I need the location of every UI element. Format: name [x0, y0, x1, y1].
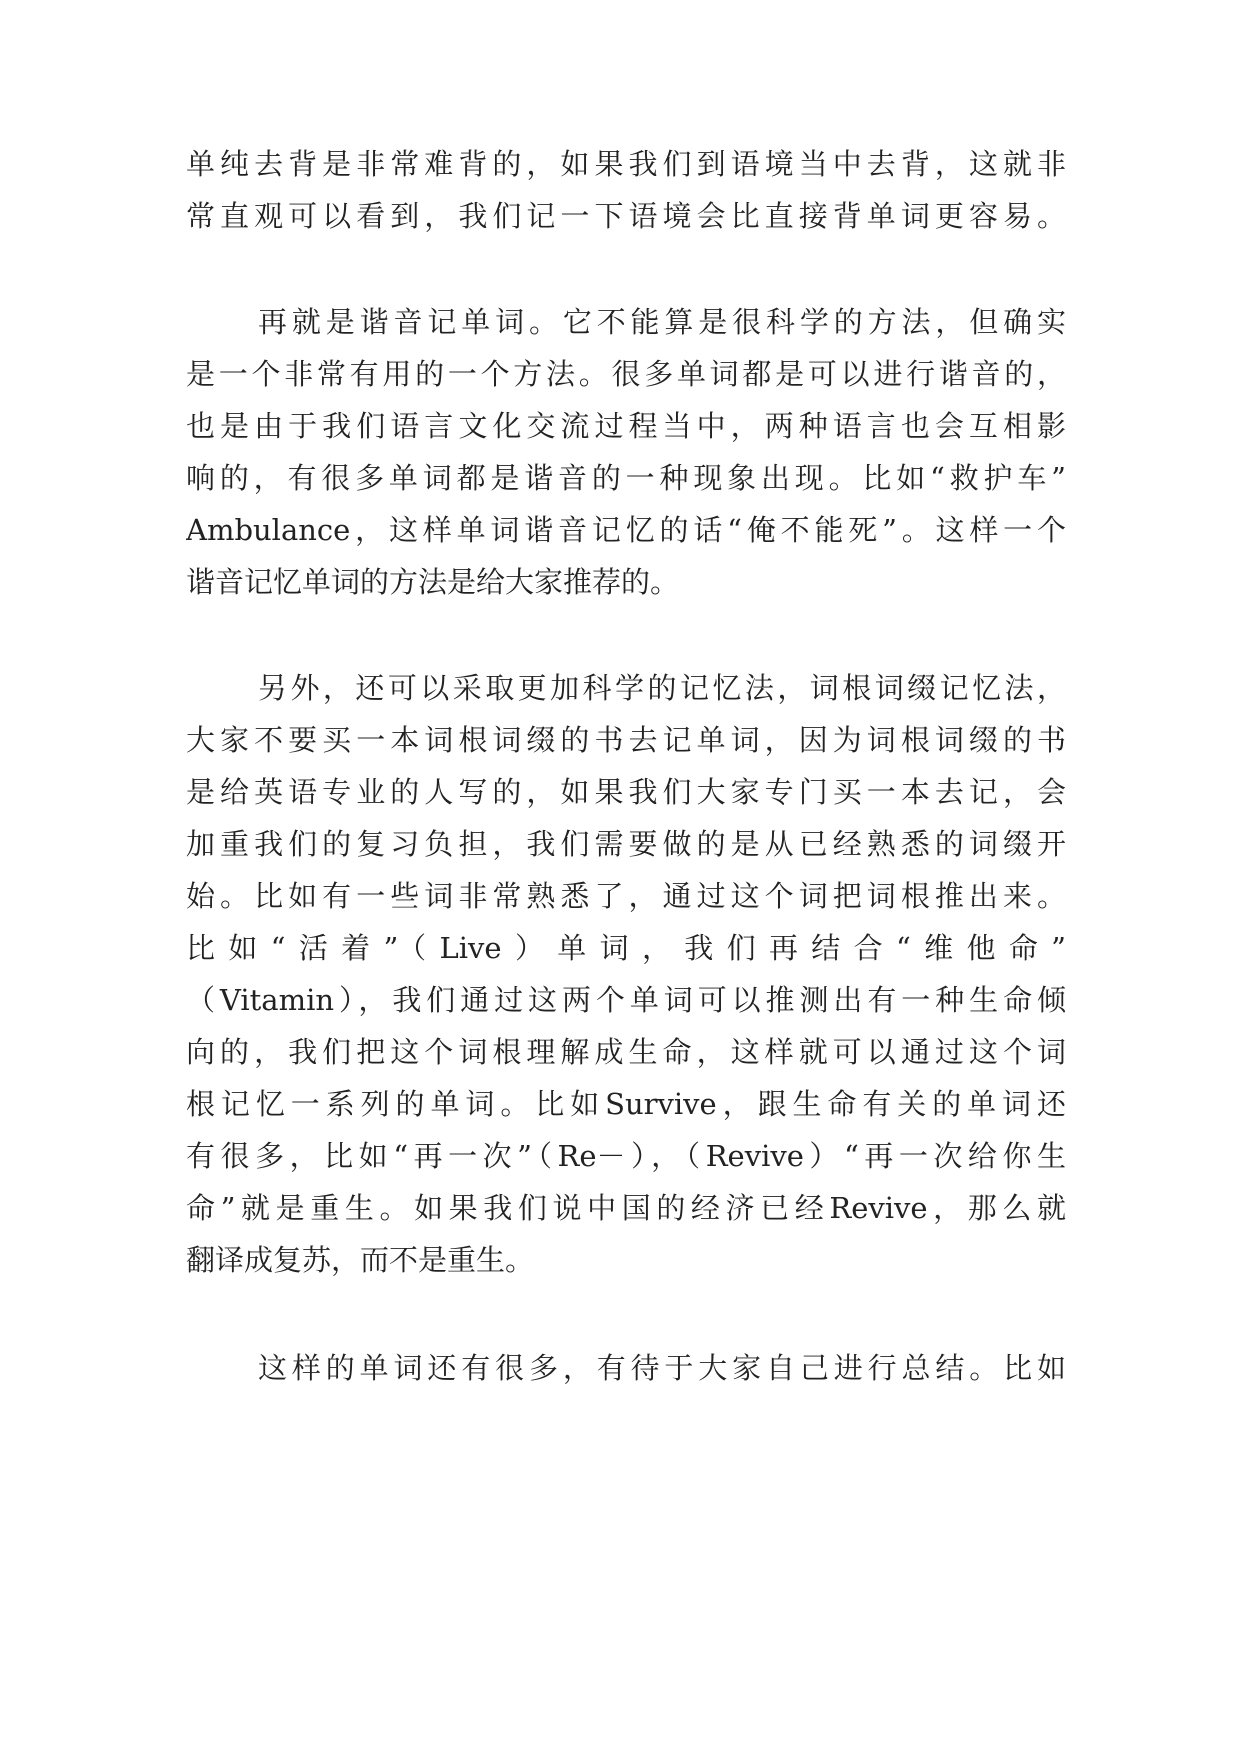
paragraph-3-line-8: 向的，我们把这个词根理解成生命，这样就可以通过这个词 — [186, 1035, 1066, 1069]
paragraph-4-line-1: 这样的单词还有很多，有待于大家自己进行总结。比如 — [258, 1351, 1066, 1385]
paragraph-3-line-9: 根记忆一系列的单词。比如Survive，跟生命有关的单词还 — [186, 1087, 1066, 1121]
paragraph-3-line-5: 始。比如有一些词非常熟悉了，通过这个词把词根推出来。 — [186, 879, 1066, 913]
paragraph-2-line-2: 是一个非常有用的一个方法。很多单词都是可以进行谐音的， — [186, 357, 1066, 391]
paragraph-2-line-3: 也是由于我们语言文化交流过程当中，两种语言也会互相影 — [186, 409, 1066, 443]
paragraph-2-line-5: Ambulance，这样单词谐音记忆的话“俺不能死”。这样一个 — [186, 513, 1066, 547]
paragraph-1-line-2: 常直观可以看到，我们记一下语境会比直接背单词更容易。 — [186, 199, 1066, 233]
paragraph-3-line-7: （Vitamin），我们通过这两个单词可以推测出有一种生命倾 — [186, 983, 1066, 1017]
paragraph-3-line-4: 加重我们的复习负担，我们需要做的是从已经熟悉的词缀开 — [186, 827, 1066, 861]
paragraph-3-line-12: 翻译成复苏，而不是重生。 — [186, 1243, 535, 1277]
paragraph-3-line-11: 命”就是重生。如果我们说中国的经济已经Revive，那么就 — [186, 1191, 1066, 1225]
paragraph-1-line-1: 单纯去背是非常难背的，如果我们到语境当中去背，这就非 — [186, 147, 1066, 181]
paragraph-2-line-6: 谐音记忆单词的方法是给大家推荐的。 — [186, 565, 680, 599]
paragraph-3-line-3: 是给英语专业的人写的，如果我们大家专门买一本去记，会 — [186, 775, 1066, 809]
paragraph-2-line-1: 再就是谐音记单词。它不能算是很科学的方法，但确实 — [258, 305, 1066, 339]
paragraph-3-line-2: 大家不要买一本词根词缀的书去记单词，因为词根词缀的书 — [186, 723, 1066, 757]
paragraph-2-line-4: 响的，有很多单词都是谐音的一种现象出现。比如“救护车” — [186, 461, 1066, 495]
paragraph-3-line-6: 比如“活着”（Live）单词，我们再结合“维他命” — [186, 931, 1066, 965]
paragraph-3-line-1: 另外，还可以采取更加科学的记忆法，词根词缀记忆法， — [258, 671, 1066, 705]
paragraph-3-line-10: 有很多，比如“再一次”（Re－），（Revive）“再一次给你生 — [186, 1139, 1066, 1173]
